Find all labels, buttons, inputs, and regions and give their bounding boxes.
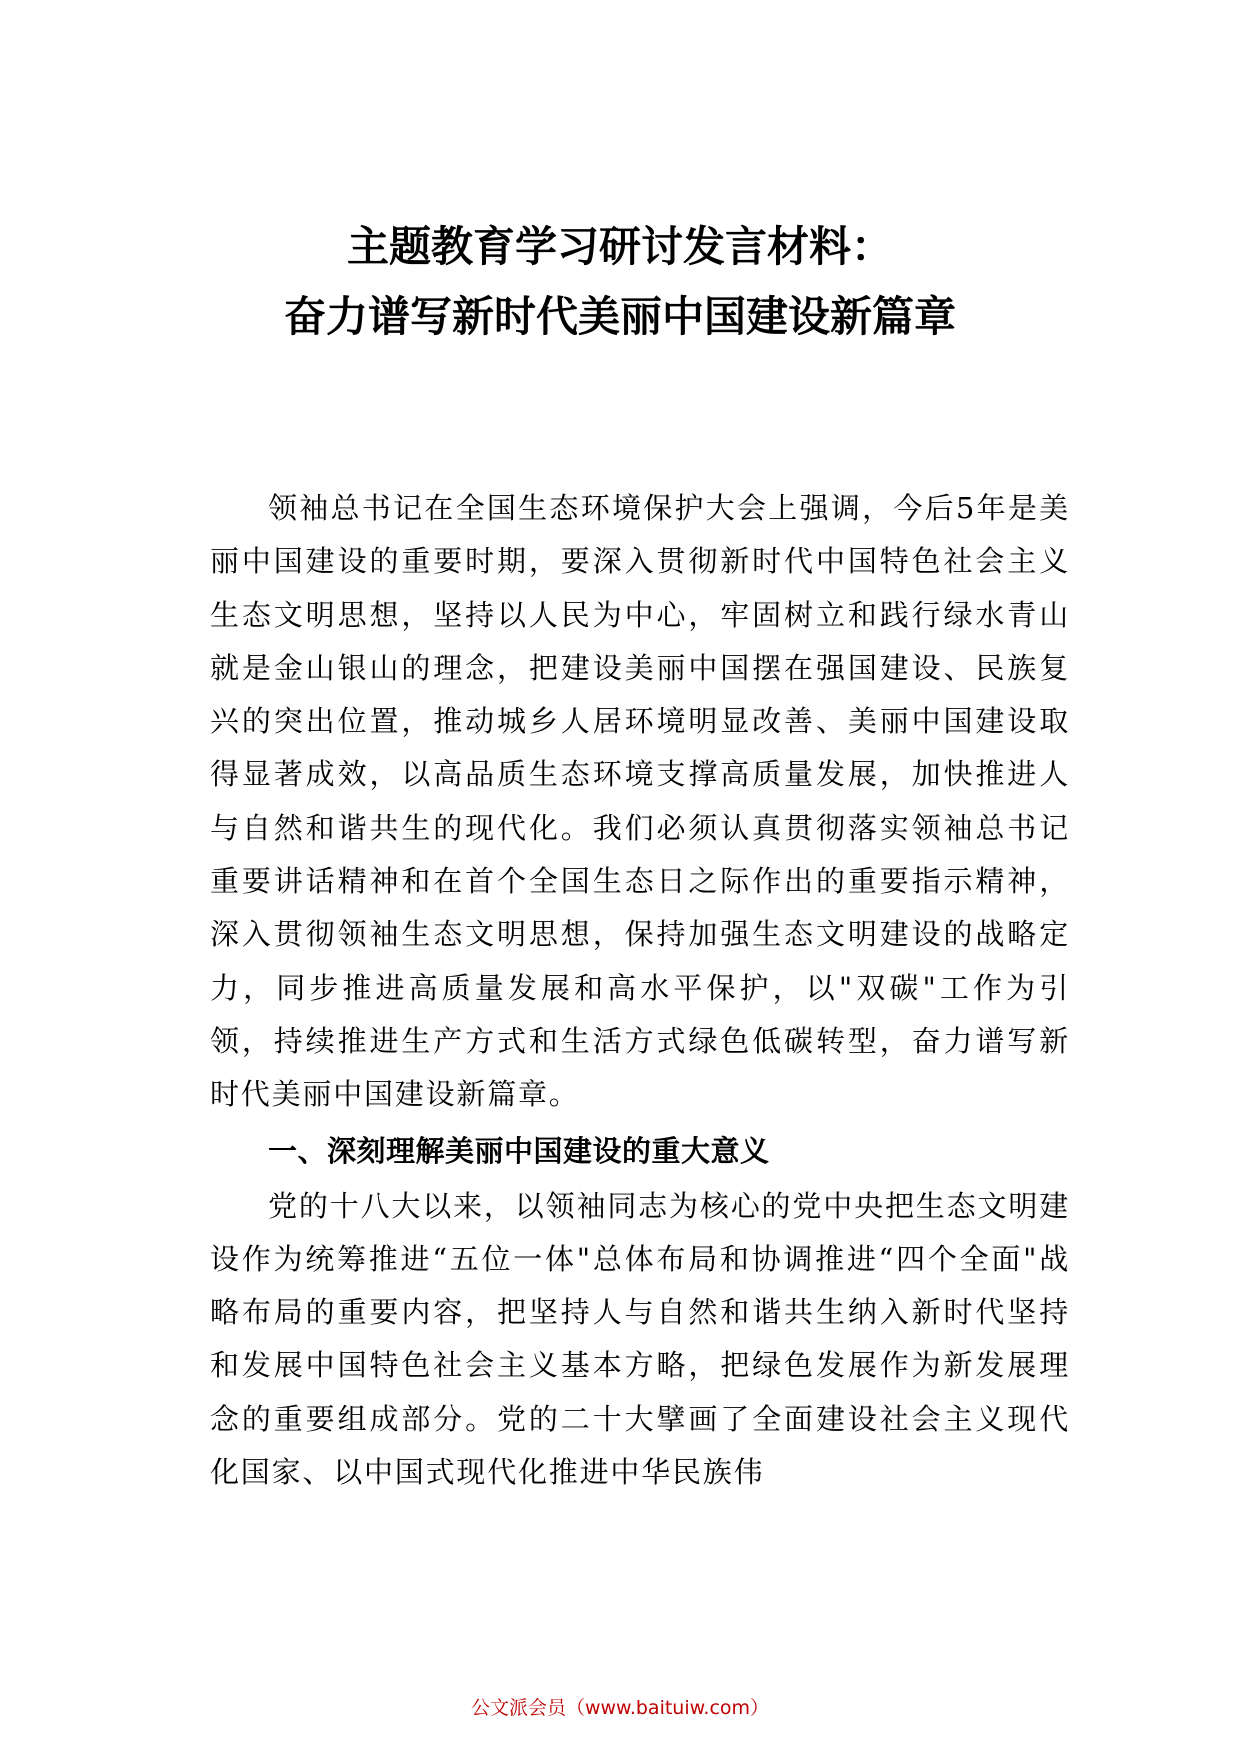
section-heading-1: 一、深刻理解美丽中国建设的重大意义 — [268, 1133, 770, 1168]
title-line-1: 主题教育学习研讨发言材料： — [346, 222, 893, 271]
document-title — [0, 212, 1240, 352]
document-body — [210, 482, 1070, 1499]
footer-watermark: 公文派会员（www.baituiw.com） — [470, 1697, 770, 1719]
body-paragraph-1: 领袖总书记在全国生态环境保护大会上强调，今后5年是美丽中国建设的重要时期，要深入贯彻新时代中国特色社会主义生态文明思想，坚持以人民为中心，牢固树立和践行绿水青山就是金山银山的理念，把建设美丽中国摆在强国建设、民族复兴的突出位置，推动城乡人居环境明显改善、美丽中国建设取得显著成效，以高品质生态环境支撑高质量发展，加快推进人与自然和谐共生的现代化。我们必须认真贯彻落实领袖总书记重要讲话精神和在首个全国生态日之际作出的重要指示精神，深入贯彻领袖生态文明思想，保持加强生态文明建设的战略定力，同步推进高质量发展和高水平保护，以"双碳"工作为引领，持续推进生产方式和生活方式绿色低碳转型，奋力谱写新时代美丽中国建设新篇章。 — [210, 491, 1070, 1112]
body-paragraph-2: 党的十八大以来，以领袖同志为核心的党中央把生态文明建设作为统筹推进“五位一体"总体布局和协调推进“四个全面"战略布局的重要内容，把坚持人与自然和谐共生纳入新时代坚持和发展中国特色社会主义基本方略，把绿色发展作为新发展理念的重要组成部分。党的二十大擘画了全面建设社会主义现代化国家、以中国式现代化推进中华民族伟 — [210, 1188, 1070, 1490]
title-line-2: 奋力谱写新时代美丽中国建设新篇章 — [283, 292, 956, 341]
